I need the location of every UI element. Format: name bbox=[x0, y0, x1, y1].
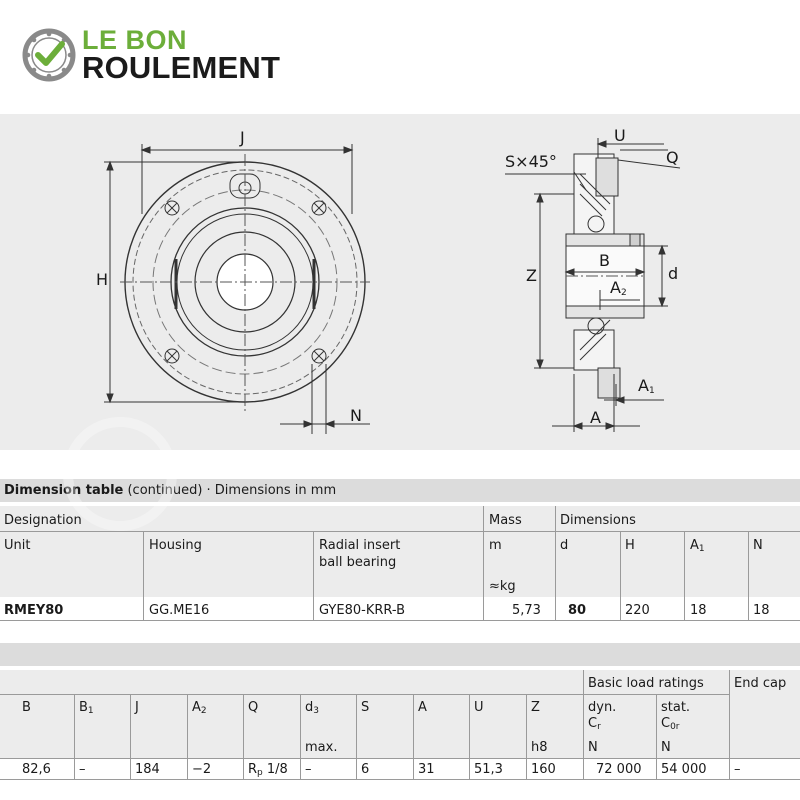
table2-header-a2: $A_2$ bbox=[192, 700, 207, 716]
table1-header-n: N bbox=[753, 538, 763, 553]
table2-cell-s: 6 bbox=[361, 762, 370, 777]
table2-header-h8: h8 bbox=[531, 740, 548, 755]
table2-cell-z: 160 bbox=[531, 762, 556, 777]
table1-cell-n: 18 bbox=[753, 603, 770, 618]
brand-logo bbox=[22, 24, 312, 86]
table2-header-b1: $B_1$ bbox=[79, 700, 94, 716]
table1-header-designation: Designation bbox=[4, 513, 82, 528]
dim-label-u: U bbox=[614, 126, 626, 145]
table2-header-n1: N bbox=[588, 740, 598, 755]
table2-header-s: S bbox=[361, 700, 370, 715]
table1-cell-d: 80 bbox=[568, 603, 587, 618]
dim-label-h: H bbox=[96, 270, 109, 289]
table1-cell-insert: GYE80-KRR-B bbox=[319, 603, 406, 618]
table1-title: Dimension table (continued) · Dimensions in mm bbox=[4, 483, 337, 498]
table1-cell-mass: 5,73 bbox=[512, 603, 541, 618]
table2-header-cr: $C_r$ bbox=[588, 716, 601, 732]
dim-label-a1: $A_1$ bbox=[638, 376, 655, 396]
dim-label-s: S×45° bbox=[505, 152, 557, 171]
table2-header-basic-load: Basic load ratings bbox=[588, 676, 704, 691]
table2-cell-b1: – bbox=[79, 762, 86, 777]
table1-cell-housing: GG.ME16 bbox=[149, 603, 210, 618]
table1-header-radial2: ball bearing bbox=[319, 555, 397, 570]
table2-header-stat: stat. bbox=[661, 700, 691, 715]
table1-header-h: H bbox=[625, 538, 635, 553]
table2-cell-u: 51,3 bbox=[474, 762, 503, 777]
table2-cell-a: 31 bbox=[418, 762, 435, 777]
table2-cell-end-cap: – bbox=[734, 762, 741, 777]
table1-header-unit: Unit bbox=[4, 538, 31, 553]
table1-header-kg: ≈kg bbox=[489, 579, 516, 594]
table1-cell-a1: 18 bbox=[690, 603, 707, 618]
table1-header-mass: Mass bbox=[489, 513, 522, 528]
technical-drawing bbox=[0, 114, 800, 450]
dim-label-d: d bbox=[668, 264, 679, 283]
brand-name-line2: ROULEMENT bbox=[82, 50, 281, 85]
table1-header-housing: Housing bbox=[149, 538, 202, 553]
table2-header-max: max. bbox=[305, 740, 338, 755]
table2-cell-j: 184 bbox=[135, 762, 160, 777]
table2-cell-b: 82,6 bbox=[22, 762, 51, 777]
table2-title-bar bbox=[0, 643, 800, 666]
table2-cell-a2: −2 bbox=[192, 762, 212, 777]
dim-label-a2: $A_2$ bbox=[610, 278, 627, 298]
brand-name-line1: LE BON bbox=[82, 25, 188, 55]
table2-header-n2: N bbox=[661, 740, 671, 755]
table1-header-radial1: Radial insert bbox=[319, 538, 401, 553]
dim-label-a: A bbox=[590, 408, 601, 427]
table2-header-b: B bbox=[22, 700, 31, 715]
bearing-drawing-svg bbox=[0, 114, 800, 450]
table2-header-u: U bbox=[474, 700, 484, 715]
dim-label-b: B bbox=[599, 251, 610, 270]
dim-label-j: J bbox=[240, 128, 245, 147]
table2-cell-d3: – bbox=[305, 762, 312, 777]
table2-cell-c0r: 54 000 bbox=[661, 762, 707, 777]
table2-header-j: J bbox=[135, 700, 139, 715]
table1-cell-h: 220 bbox=[625, 603, 650, 618]
table2-cell-q: $R_p$ 1/8 bbox=[248, 762, 288, 778]
dim-label-q: Q bbox=[666, 148, 679, 167]
table2-header-z: Z bbox=[531, 700, 540, 715]
table2-header-dyn: dyn. bbox=[588, 700, 617, 715]
table2-header-end-cap: End cap bbox=[734, 676, 787, 691]
table2-cell-cr: 72 000 bbox=[596, 762, 642, 777]
table2-header-c0r: $C_{0r}$ bbox=[661, 716, 680, 732]
table2-header-q: Q bbox=[248, 700, 259, 715]
bearing-check-icon bbox=[22, 28, 76, 82]
table1-cell-unit: RMEY80 bbox=[4, 603, 64, 618]
table2-header-a: A bbox=[418, 700, 427, 715]
dim-label-z: Z bbox=[526, 266, 537, 285]
table1-header-a1: $A_1$ bbox=[690, 538, 705, 554]
table1-header-dimensions: Dimensions bbox=[560, 513, 636, 528]
table2-header-d3: $d_3$ bbox=[305, 700, 319, 716]
dim-label-n: N bbox=[350, 406, 362, 425]
table1-header-m: m bbox=[489, 538, 502, 553]
table1-header-d: d bbox=[560, 538, 569, 553]
